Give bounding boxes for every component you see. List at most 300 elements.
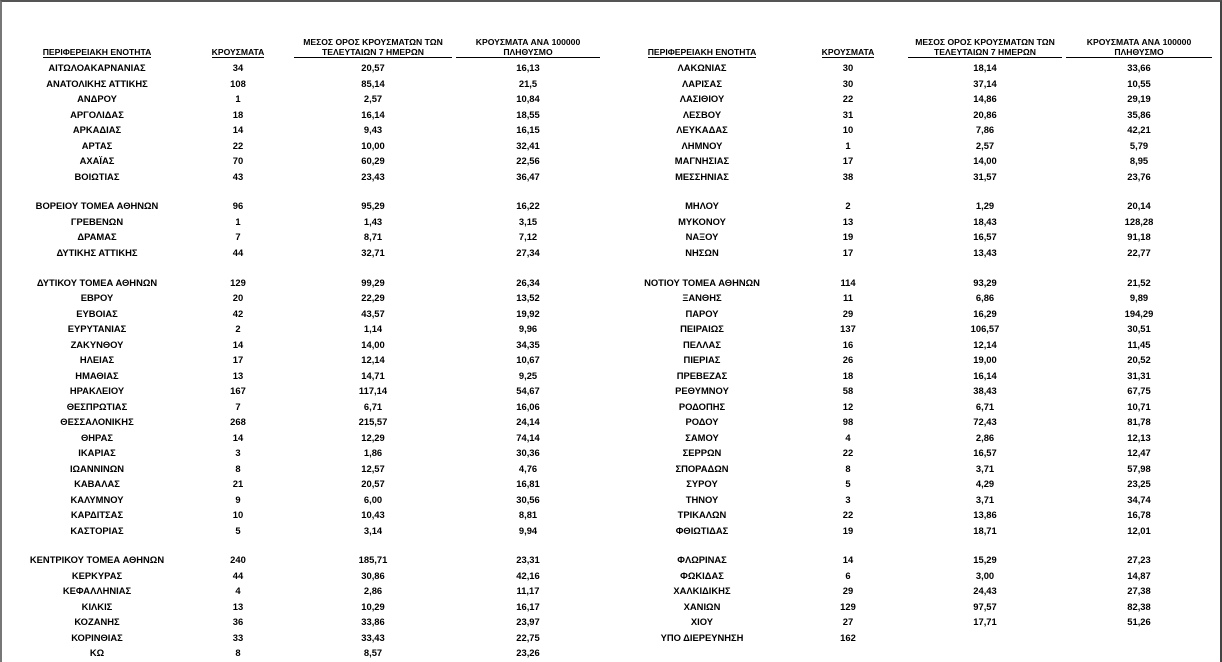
cell-region: ΚΑΒΑΛΑΣ bbox=[74, 478, 120, 490]
cell-avg7: 8,71 bbox=[363, 231, 383, 243]
cell-avg7: 3,14 bbox=[363, 524, 383, 536]
table-row bbox=[614, 430, 1214, 446]
cell-per100k: 23,31 bbox=[516, 554, 540, 566]
cell-per100k: 3,15 bbox=[518, 215, 538, 227]
cell-region: ΚΟΖΑΝΗΣ bbox=[74, 616, 120, 628]
cell-per100k: 42,16 bbox=[516, 569, 540, 581]
table-row bbox=[614, 507, 1214, 523]
cell-region: ΜΥΚΟΝΟΥ bbox=[678, 215, 726, 227]
cell-cases: 30 bbox=[842, 62, 854, 73]
cell-region: ΣΠΟΡΑΔΩΝ bbox=[675, 462, 729, 474]
cell-per100k: 12,13 bbox=[1127, 431, 1151, 443]
cell-per100k: 74,14 bbox=[516, 431, 540, 443]
cell-region: ΚΑΛΥΜΝΟΥ bbox=[70, 493, 124, 505]
cell-cases: 13 bbox=[232, 600, 244, 612]
cell-per100k: 11,45 bbox=[1127, 338, 1151, 350]
cell-cases: 167 bbox=[230, 385, 246, 397]
table-row bbox=[10, 107, 602, 123]
cell-avg7: 10,00 bbox=[361, 139, 385, 151]
cell-per100k: 8,95 bbox=[1129, 155, 1149, 166]
cell-region: ΝΟΤΙΟΥ ΤΟΜΕΑ ΑΘΗΝΩΝ bbox=[644, 276, 760, 288]
table-row bbox=[614, 214, 1214, 230]
cell-avg7: 3,00 bbox=[975, 569, 995, 581]
cell-per100k: 9,25 bbox=[518, 369, 538, 381]
cell-region: ΖΑΚΥΝΘΟΥ bbox=[70, 338, 124, 350]
table-row bbox=[10, 214, 602, 230]
cell-cases: 8 bbox=[235, 647, 241, 659]
cell-per100k: 11,17 bbox=[516, 585, 540, 597]
spacer-cell bbox=[10, 184, 602, 198]
table-row bbox=[614, 630, 1214, 646]
cell-avg7: 16,14 bbox=[973, 369, 997, 381]
table-row bbox=[10, 352, 602, 368]
cell-cases: 22 bbox=[842, 509, 854, 521]
cell-per100k: 51,26 bbox=[1127, 616, 1151, 628]
cell-avg7: 14,00 bbox=[973, 155, 997, 166]
cell-per100k: 16,15 bbox=[516, 124, 540, 135]
cell-region: ΔΡΑΜΑΣ bbox=[77, 231, 117, 243]
cell-region: ΣΕΡΡΩΝ bbox=[682, 447, 722, 459]
cell-region: ΠΡΕΒΕΖΑΣ bbox=[676, 369, 728, 381]
header-row bbox=[614, 30, 1214, 60]
cell-per100k: 13,52 bbox=[516, 292, 540, 304]
cell-per100k: 7,12 bbox=[518, 231, 538, 243]
cell-cases: 4 bbox=[235, 585, 241, 597]
cell-region: ΚΟΡΙΝΘΙΑΣ bbox=[71, 631, 123, 643]
cell-avg7: 97,57 bbox=[973, 600, 997, 612]
cell-cases: 3 bbox=[845, 493, 851, 505]
table-row bbox=[614, 321, 1214, 337]
cell-region: ΚΙΛΚΙΣ bbox=[81, 600, 113, 612]
cell-avg7: 13,43 bbox=[973, 246, 997, 258]
cell-cases: 7 bbox=[235, 231, 241, 243]
cell-cases: 27 bbox=[842, 616, 854, 628]
cell-region: ΛΑΡΙΣΑΣ bbox=[682, 77, 722, 89]
cell-avg7: 4,29 bbox=[975, 478, 995, 490]
cell-cases: 10 bbox=[232, 509, 244, 521]
header-region: ΠΕΡΙΦΕΡΕΙΑΚΗ ΕΝΟΤΗΤΑ bbox=[42, 47, 152, 57]
cell-cases: 20 bbox=[232, 292, 244, 304]
cell-region: ΕΥΒΟΙΑΣ bbox=[76, 307, 118, 319]
cell-avg7: 1,14 bbox=[363, 323, 383, 335]
table-row bbox=[614, 122, 1214, 138]
table-row bbox=[614, 383, 1214, 399]
table-row bbox=[614, 352, 1214, 368]
cell-avg7: 18,14 bbox=[973, 62, 997, 73]
cell-per100k: 12,01 bbox=[1127, 524, 1151, 536]
cell-avg7: 16,14 bbox=[361, 108, 385, 120]
cases-table-left bbox=[10, 30, 602, 661]
cell-avg7: 20,57 bbox=[361, 478, 385, 490]
cell-avg7: 3,71 bbox=[975, 462, 995, 474]
header-per100k: ΚΡΟΥΣΜΑΤΑ ΑΝΑ 100000 ΠΛΗΘΥΣΜΟ bbox=[1064, 30, 1214, 60]
cell-per100k: 35,86 bbox=[1127, 108, 1151, 120]
cell-region: ΗΡΑΚΛΕΙΟΥ bbox=[69, 385, 125, 397]
cell-per100k: 18,55 bbox=[516, 108, 540, 120]
cell-region: ΠΕΛΛΑΣ bbox=[683, 338, 721, 350]
cell-per100k: 67,75 bbox=[1127, 385, 1151, 397]
cell-region: ΔΥΤΙΚΟΥ ΤΟΜΕΑ ΑΘΗΝΩΝ bbox=[36, 276, 158, 288]
cell-per100k: 9,94 bbox=[518, 524, 538, 536]
cell-per100k: 27,38 bbox=[1127, 585, 1151, 597]
table-row bbox=[10, 445, 602, 461]
cell-avg7: 33,43 bbox=[361, 631, 385, 643]
cell-cases: 70 bbox=[232, 155, 244, 166]
cell-cases: 16 bbox=[842, 338, 854, 350]
cell-avg7: 6,00 bbox=[363, 493, 383, 505]
table-row bbox=[614, 523, 1214, 539]
header-region: ΠΕΡΙΦΕΡΕΙΑΚΗ ΕΝΟΤΗΤΑ bbox=[647, 47, 757, 57]
table-row bbox=[614, 337, 1214, 353]
cell-cases: 58 bbox=[842, 385, 854, 397]
cell-region: ΠΙΕΡΙΑΣ bbox=[683, 354, 721, 366]
cell-region: ΦΩΚΙΔΑΣ bbox=[680, 569, 724, 581]
cell-avg7: 16,29 bbox=[973, 307, 997, 319]
cell-avg7: 106,57 bbox=[970, 323, 1000, 335]
cell-cases: 98 bbox=[842, 416, 854, 428]
table-row bbox=[10, 153, 602, 169]
table-row bbox=[10, 229, 602, 245]
table-row bbox=[10, 169, 602, 185]
cell-region: ΜΗΛΟΥ bbox=[685, 200, 719, 212]
cell-per100k: 22,75 bbox=[516, 631, 540, 643]
cell-per100k: 57,98 bbox=[1127, 462, 1151, 474]
table-row bbox=[10, 122, 602, 138]
cell-region: ΔΥΤΙΚΗΣ ΑΤΤΙΚΗΣ bbox=[56, 246, 138, 258]
spacer-cell bbox=[614, 538, 1214, 552]
cell-avg7: 10,29 bbox=[361, 600, 385, 612]
cell-cases: 7 bbox=[235, 400, 241, 412]
cell-cases: 44 bbox=[232, 569, 244, 581]
cell-per100k: 21,5 bbox=[518, 77, 538, 89]
cell-per100k: 22,77 bbox=[1127, 246, 1151, 258]
cell-region: ΑΝΑΤΟΛΙΚΗΣ ΑΤΤΙΚΗΣ bbox=[46, 77, 148, 89]
cell-per100k: 42,21 bbox=[1127, 124, 1151, 135]
cell-per100k: 23,26 bbox=[516, 647, 540, 659]
cell-per100k: 5,79 bbox=[1129, 139, 1149, 151]
cell-per100k: 20,14 bbox=[1127, 200, 1151, 212]
cell-region: ΑΡΤΑΣ bbox=[81, 139, 113, 151]
cell-avg7: 2,57 bbox=[975, 139, 995, 151]
cell-per100k: 16,17 bbox=[516, 600, 540, 612]
cell-per100k: 34,74 bbox=[1127, 493, 1151, 505]
cell-per100k: 91,18 bbox=[1127, 231, 1151, 243]
header-avg7: ΜΕΣΟΣ ΟΡΟΣ ΚΡΟΥΣΜΑΤΩΝ ΤΩΝ ΤΕΛΕΥΤΑΙΩΝ 7 ΗΜΕΡΩΝ bbox=[906, 30, 1064, 60]
cell-region: ΡΕΘΥΜΝΟΥ bbox=[675, 385, 729, 397]
table-row bbox=[10, 414, 602, 430]
spacer-cell bbox=[10, 538, 602, 552]
table-row bbox=[614, 290, 1214, 306]
cell-avg7: 14,71 bbox=[361, 369, 385, 381]
table-row bbox=[10, 321, 602, 337]
cell-region: ΙΩΑΝΝΙΝΩΝ bbox=[69, 462, 125, 474]
cell-avg7: 85,14 bbox=[361, 77, 385, 89]
cell-per100k bbox=[1064, 630, 1214, 646]
cell-per100k: 19,92 bbox=[516, 307, 540, 319]
cell-cases: 5 bbox=[235, 524, 241, 536]
table-row bbox=[614, 568, 1214, 584]
cell-per100k: 10,84 bbox=[516, 93, 540, 104]
table-row bbox=[614, 599, 1214, 615]
cell-cases: 3 bbox=[235, 447, 241, 459]
cell-avg7: 95,29 bbox=[361, 200, 385, 212]
header-per100k: ΚΡΟΥΣΜΑΤΑ ΑΝΑ 100000 ΠΛΗΘΥΣΜΟ bbox=[454, 30, 602, 60]
cell-avg7: 1,43 bbox=[363, 215, 383, 227]
spacer-row bbox=[10, 538, 602, 552]
cell-per100k: 82,38 bbox=[1127, 600, 1151, 612]
cell-avg7: 12,29 bbox=[361, 431, 385, 443]
cell-cases: 1 bbox=[235, 215, 241, 227]
cell-cases: 96 bbox=[232, 200, 244, 212]
cell-cases: 17 bbox=[842, 155, 854, 166]
table-row bbox=[10, 91, 602, 107]
cell-per100k: 34,35 bbox=[516, 338, 540, 350]
table-row bbox=[10, 599, 602, 615]
cell-avg7: 117,14 bbox=[358, 385, 388, 397]
table-row bbox=[10, 399, 602, 415]
cell-cases: 22 bbox=[232, 139, 244, 151]
cell-cases: 14 bbox=[232, 431, 244, 443]
cell-avg7: 13,86 bbox=[973, 509, 997, 521]
table-row bbox=[10, 552, 602, 568]
cell-region: ΝΗΣΩΝ bbox=[685, 246, 719, 258]
cell-region: ΧΑΝΙΩΝ bbox=[683, 600, 721, 612]
cell-avg7: 3,71 bbox=[975, 493, 995, 505]
cell-region: ΣΑΜΟΥ bbox=[685, 431, 719, 443]
table-row bbox=[614, 198, 1214, 214]
table-row bbox=[614, 492, 1214, 508]
table-row bbox=[614, 60, 1214, 76]
cell-cases: 19 bbox=[842, 231, 854, 243]
cell-cases: 18 bbox=[842, 369, 854, 381]
header-row bbox=[10, 30, 602, 60]
cell-region: ΘΕΣΣΑΛΟΝΙΚΗΣ bbox=[60, 416, 134, 428]
cell-cases: 44 bbox=[232, 246, 244, 258]
cell-cases: 36 bbox=[232, 616, 244, 628]
cell-avg7: 2,86 bbox=[975, 431, 995, 443]
table-row bbox=[10, 337, 602, 353]
cell-region: ΚΑΡΔΙΤΣΑΣ bbox=[70, 509, 124, 521]
cell-avg7: 99,29 bbox=[361, 276, 385, 288]
cell-avg7: 2,57 bbox=[363, 93, 383, 104]
cell-cases: 1 bbox=[845, 139, 851, 151]
cell-cases: 22 bbox=[842, 93, 854, 104]
spacer-cell bbox=[614, 260, 1214, 274]
cell-cases: 268 bbox=[230, 416, 246, 428]
cell-region: ΛΕΥΚΑΔΑΣ bbox=[676, 124, 728, 135]
cell-region: ΓΡΕΒΕΝΩΝ bbox=[70, 215, 124, 227]
cell-region: ΑΝΔΡΟΥ bbox=[77, 93, 117, 104]
cell-avg7: 22,29 bbox=[361, 292, 385, 304]
cell-region: ΗΛΕΙΑΣ bbox=[79, 354, 115, 366]
cell-cases: 13 bbox=[842, 215, 854, 227]
cell-avg7: 93,29 bbox=[973, 276, 997, 288]
table-row bbox=[10, 245, 602, 261]
table-row bbox=[614, 614, 1214, 630]
cell-cases: 21 bbox=[232, 478, 244, 490]
cell-cases: 26 bbox=[842, 354, 854, 366]
table-row bbox=[10, 368, 602, 384]
cell-avg7: 38,43 bbox=[973, 385, 997, 397]
cell-region: ΡΟΔΟΠΗΣ bbox=[678, 400, 726, 412]
spacer-row bbox=[10, 184, 602, 198]
table-row bbox=[10, 645, 602, 661]
cell-cases: 17 bbox=[232, 354, 244, 366]
spacer-row bbox=[10, 260, 602, 274]
cell-cases: 10 bbox=[842, 124, 854, 135]
cell-region: ΛΑΚΩΝΙΑΣ bbox=[677, 62, 727, 73]
cell-per100k: 23,97 bbox=[516, 616, 540, 628]
cell-avg7: 185,71 bbox=[358, 554, 388, 566]
cell-avg7: 2,86 bbox=[363, 585, 383, 597]
cell-region: ΝΑΞΟΥ bbox=[685, 231, 719, 243]
cell-avg7: 9,43 bbox=[363, 124, 383, 135]
table-row bbox=[10, 76, 602, 92]
cell-region: ΡΟΔΟΥ bbox=[685, 416, 719, 428]
cell-per100k: 21,52 bbox=[1127, 276, 1151, 288]
spacer-row bbox=[614, 260, 1214, 274]
cell-per100k: 9,96 bbox=[518, 323, 538, 335]
cell-region: ΘΗΡΑΣ bbox=[80, 431, 113, 443]
cell-avg7: 37,14 bbox=[973, 77, 997, 89]
cell-avg7: 12,57 bbox=[361, 462, 385, 474]
cell-cases: 12 bbox=[842, 400, 854, 412]
cell-region: ΣΥΡΟΥ bbox=[686, 478, 718, 490]
cell-region: ΕΒΡΟΥ bbox=[80, 292, 114, 304]
cell-avg7: 12,14 bbox=[361, 354, 385, 366]
cell-per100k: 23,25 bbox=[1127, 478, 1151, 490]
cases-table-right bbox=[614, 30, 1214, 645]
cell-avg7: 15,29 bbox=[973, 554, 997, 566]
table-row bbox=[10, 507, 602, 523]
cell-region: ΛΑΣΙΘΙΟΥ bbox=[679, 93, 725, 104]
table-row bbox=[10, 583, 602, 599]
cell-avg7: 31,57 bbox=[973, 170, 997, 182]
spacer-cell bbox=[614, 184, 1214, 198]
table-body-left bbox=[10, 60, 602, 661]
cell-region: ΑΧΑΪΑΣ bbox=[79, 155, 115, 166]
cell-per100k: 23,76 bbox=[1127, 170, 1151, 182]
cell-per100k: 10,67 bbox=[516, 354, 540, 366]
cell-per100k: 30,56 bbox=[516, 493, 540, 505]
cell-avg7: 16,57 bbox=[973, 231, 997, 243]
cell-region: ΠΕΙΡΑΙΩΣ bbox=[680, 323, 724, 335]
cell-cases: 2 bbox=[845, 200, 851, 212]
cell-per100k: 29,19 bbox=[1127, 93, 1151, 104]
header-avg7: ΜΕΣΟΣ ΟΡΟΣ ΚΡΟΥΣΜΑΤΩΝ ΤΩΝ ΤΕΛΕΥΤΑΙΩΝ 7 ΗΜΕΡΩΝ bbox=[292, 30, 454, 60]
table-row bbox=[10, 614, 602, 630]
cell-avg7: 215,57 bbox=[358, 416, 388, 428]
cell-cases: 162 bbox=[840, 631, 856, 643]
cell-region: ΚΕΝΤΡΙΚΟΥ ΤΟΜΕΑ ΑΘΗΝΩΝ bbox=[29, 554, 165, 566]
cell-per100k: 54,67 bbox=[516, 385, 540, 397]
table-row bbox=[10, 60, 602, 76]
cell-avg7: 33,86 bbox=[361, 616, 385, 628]
cell-cases: 42 bbox=[232, 307, 244, 319]
cell-cases: 43 bbox=[232, 170, 244, 182]
table-row bbox=[614, 552, 1214, 568]
cell-per100k: 20,52 bbox=[1127, 354, 1151, 366]
table-row bbox=[10, 461, 602, 477]
cell-avg7: 24,43 bbox=[973, 585, 997, 597]
cell-region: ΜΑΓΝΗΣΙΑΣ bbox=[674, 155, 730, 166]
cell-region: ΛΕΣΒΟΥ bbox=[682, 108, 722, 120]
cell-avg7: 8,57 bbox=[363, 647, 383, 659]
table-row bbox=[10, 290, 602, 306]
table-row bbox=[10, 476, 602, 492]
header-cases: ΚΡΟΥΣΜΑΤΑ bbox=[211, 47, 265, 57]
cell-per100k: 16,06 bbox=[516, 400, 540, 412]
cell-cases: 5 bbox=[845, 478, 851, 490]
cell-cases: 22 bbox=[842, 447, 854, 459]
cell-cases: 129 bbox=[230, 276, 246, 288]
cell-cases: 11 bbox=[843, 292, 853, 304]
cell-cases: 17 bbox=[842, 246, 854, 258]
cell-per100k: 81,78 bbox=[1127, 416, 1151, 428]
cell-avg7: 32,71 bbox=[361, 246, 385, 258]
table-row bbox=[614, 368, 1214, 384]
spacer-row bbox=[614, 538, 1214, 552]
cell-per100k: 16,78 bbox=[1127, 509, 1151, 521]
cell-per100k: 8,81 bbox=[518, 509, 538, 521]
cell-avg7: 14,86 bbox=[973, 93, 997, 104]
cell-per100k: 27,23 bbox=[1127, 554, 1151, 566]
table-row bbox=[10, 568, 602, 584]
cell-per100k: 26,34 bbox=[516, 276, 540, 288]
cell-cases: 9 bbox=[235, 493, 241, 505]
cell-cases: 1 bbox=[235, 93, 241, 104]
table-row bbox=[614, 461, 1214, 477]
cell-cases: 114 bbox=[840, 276, 856, 288]
cell-cases: 14 bbox=[232, 338, 244, 350]
cell-per100k: 31,31 bbox=[1127, 369, 1151, 381]
table-row bbox=[10, 306, 602, 322]
cell-per100k: 22,56 bbox=[516, 155, 540, 166]
table-row bbox=[614, 414, 1214, 430]
cell-per100k: 32,41 bbox=[516, 139, 540, 151]
table-row bbox=[10, 430, 602, 446]
table-body-right bbox=[614, 60, 1214, 645]
cell-per100k: 128,28 bbox=[1124, 215, 1154, 227]
table-row bbox=[10, 630, 602, 646]
cell-cases: 19 bbox=[842, 524, 854, 536]
cell-region: ΚΩ bbox=[89, 647, 105, 659]
table-row bbox=[10, 492, 602, 508]
cell-avg7: 1,86 bbox=[363, 447, 383, 459]
cell-region: ΒΟΡΕΙΟΥ ΤΟΜΕΑ ΑΘΗΝΩΝ bbox=[35, 200, 159, 212]
cell-cases: 8 bbox=[235, 462, 241, 474]
cell-cases: 2 bbox=[235, 323, 241, 335]
cell-region: ΥΠΟ ΔΙΕΡΕΥΝΗΣΗ bbox=[660, 631, 744, 643]
cell-cases: 8 bbox=[845, 462, 851, 474]
table-row bbox=[10, 275, 602, 291]
cell-per100k: 24,14 bbox=[516, 416, 540, 428]
table-row bbox=[614, 91, 1214, 107]
cell-per100k: 30,36 bbox=[516, 447, 540, 459]
cell-avg7: 14,00 bbox=[361, 338, 385, 350]
cell-cases: 14 bbox=[232, 124, 244, 135]
cell-avg7: 6,71 bbox=[975, 400, 995, 412]
cell-per100k: 194,29 bbox=[1124, 307, 1154, 319]
cell-per100k: 30,51 bbox=[1127, 323, 1151, 335]
cell-cases: 29 bbox=[842, 307, 854, 319]
cell-region: ΗΜΑΘΙΑΣ bbox=[75, 369, 119, 381]
table-row bbox=[614, 583, 1214, 599]
cell-region: ΒΟΙΩΤΙΑΣ bbox=[74, 170, 120, 182]
cell-avg7: 72,43 bbox=[973, 416, 997, 428]
table-row bbox=[614, 229, 1214, 245]
cell-avg7 bbox=[906, 630, 1064, 646]
